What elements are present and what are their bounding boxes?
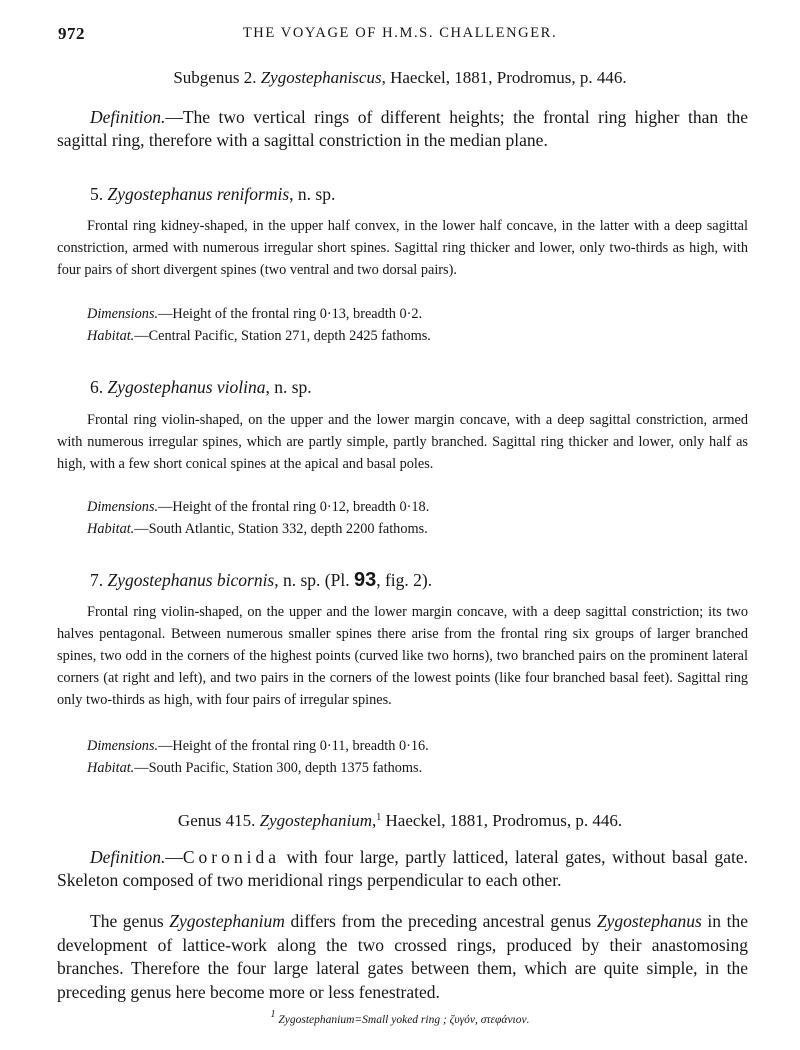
plate-number: 93 <box>353 569 377 591</box>
species-habitat <box>87 760 748 777</box>
habitat-label: Habitat. <box>87 328 135 344</box>
species-description: Frontal ring kidney-shaped, in the upper half convex, in the lower half concave, in the latter with a deep sagittal constriction, armed with numerous irregular short spines. Sagittal ring thicker and lower, only two-thirds as high, with four pairs of short divergent spines (two ventral and two dorsal pairs). <box>57 218 748 278</box>
genus-authority: Haeckel, 1881, Prodromus, p. 446. <box>381 811 623 830</box>
species-suffix: , n. sp. <box>265 377 312 397</box>
running-title: THE VOYAGE OF H.M.S. CHALLENGER. <box>242 25 558 41</box>
habitat-value: —South Atlantic, Station 332, depth 2200 fathoms. <box>134 521 428 537</box>
definition-spaced-term: Coronida <box>182 847 280 867</box>
species-name: Zygostephanus reniformis <box>107 184 290 204</box>
dimensions-label: Dimensions. <box>87 499 159 515</box>
dimensions-value: —Height of the frontal ring 0·11, breadth 0·16. <box>158 738 429 754</box>
definition-text: —The two vertical rings of different heights; the frontal ring higher than the sagittal ring, therefore with a sagittal constriction in the median plane. <box>57 107 748 150</box>
subgenus-heading <box>0 68 800 88</box>
para-genus-name: Zygostephanium <box>169 911 285 931</box>
footnote-mark: 1 <box>270 1009 276 1020</box>
species-heading <box>90 569 432 592</box>
species-suffix-figure: , fig. 2). <box>376 570 433 590</box>
footnote-reference: 1 <box>376 812 382 823</box>
para-text: The genus <box>90 911 170 931</box>
habitat-value: —South Pacific, Station 300, depth 1375 fathoms. <box>134 760 423 776</box>
species-suffix: , n. sp. <box>289 184 336 204</box>
subgenus-name: Zygostephaniscus <box>260 68 382 87</box>
species-heading <box>90 184 335 205</box>
footnote-text: Zygostephanium=Small yoked ring ; ζυγόν, στεφάνιον. <box>278 1014 530 1026</box>
dimensions-value: —Height of the frontal ring 0·13, breadth 0·2. <box>158 306 423 322</box>
genus-discussion <box>57 910 748 1004</box>
species-name: Zygostephanus violina <box>107 377 266 397</box>
subgenus-prefix: Subgenus 2. <box>173 68 257 87</box>
genus-definition <box>57 846 748 892</box>
species-dimensions <box>87 306 748 323</box>
dimensions-value: —Height of the frontal ring 0·12, breadth 0·18. <box>158 499 430 515</box>
para-text: in the development of lattice-work along the two crossed rings, produced by their anastomosing branches. Therefore the four large lateral gates between them, which are quite simple, in the preceding genus here become more or less fenestrated. <box>57 911 748 1002</box>
genus-name: Zygostephanium <box>259 811 373 830</box>
species-number: 5. <box>90 184 104 204</box>
dimensions-label: Dimensions. <box>87 738 159 754</box>
subgenus-authority: , Haeckel, 1881, Prodromus, p. 446. <box>381 68 627 87</box>
species-number: 7. <box>90 570 104 590</box>
habitat-label: Habitat. <box>87 760 135 776</box>
para-genus-name: Zygostephanus <box>596 911 702 931</box>
para-text: differs from the preceding ancestral genus <box>284 911 597 931</box>
definition-label: Definition. <box>90 107 166 127</box>
genus-heading: Genus 415. Zygostephanium,$^1$ Haeckel, 1881, Prodromus, p. 446. <box>177 811 623 830</box>
habitat-value: —Central Pacific, Station 271, depth 2425 fathoms. <box>134 328 431 344</box>
species-name: Zygostephanus bicornis <box>107 570 275 590</box>
species-dimensions <box>87 738 748 755</box>
species-habitat <box>87 328 748 345</box>
page-header <box>58 24 742 48</box>
species-description: Frontal ring violin-shaped, on the upper and the lower margin concave, with a deep sagittal constriction; its two halves pentagonal. Between numerous smaller spines there arise from the frontal ring six groups of larger branched spines, two odd in the corners of the highest points (curved like two horns), two branched pairs on the prominent lateral corners (at right and left), and two pairs in the corners of the lowest points (like four branched basal feet). Sagittal ring only two-thirds as high, with four pairs of irregular spines. <box>57 604 748 708</box>
definition-text: with four large, partly latticed, lateral gates, without basal gate. Skeleton composed of two meridional rings perpendicular to each other. <box>57 847 748 890</box>
species-habitat <box>87 521 748 538</box>
species-suffix: , n. sp. (Pl. <box>274 570 350 590</box>
species-number: 6. <box>90 377 104 397</box>
definition-label: Definition. <box>90 847 166 867</box>
footnote <box>0 1009 800 1026</box>
dimensions-label: Dimensions. <box>87 306 159 322</box>
species-heading <box>90 377 312 398</box>
page-number: 972 <box>58 24 85 43</box>
subgenus-definition <box>57 106 748 152</box>
species-description: Frontal ring violin-shaped, on the upper and the lower margin concave, with a deep sagittal constriction, armed with numerous irregular spines, which are partly simple, partly branched. Sagittal ring thicker and lower, only half as high, with a few short conical spines at the apical and basal poles. <box>57 412 748 472</box>
definition-dash: — <box>165 847 183 867</box>
habitat-label: Habitat. <box>87 521 135 537</box>
species-dimensions <box>87 499 748 516</box>
genus-prefix: Genus 415. <box>177 811 256 830</box>
